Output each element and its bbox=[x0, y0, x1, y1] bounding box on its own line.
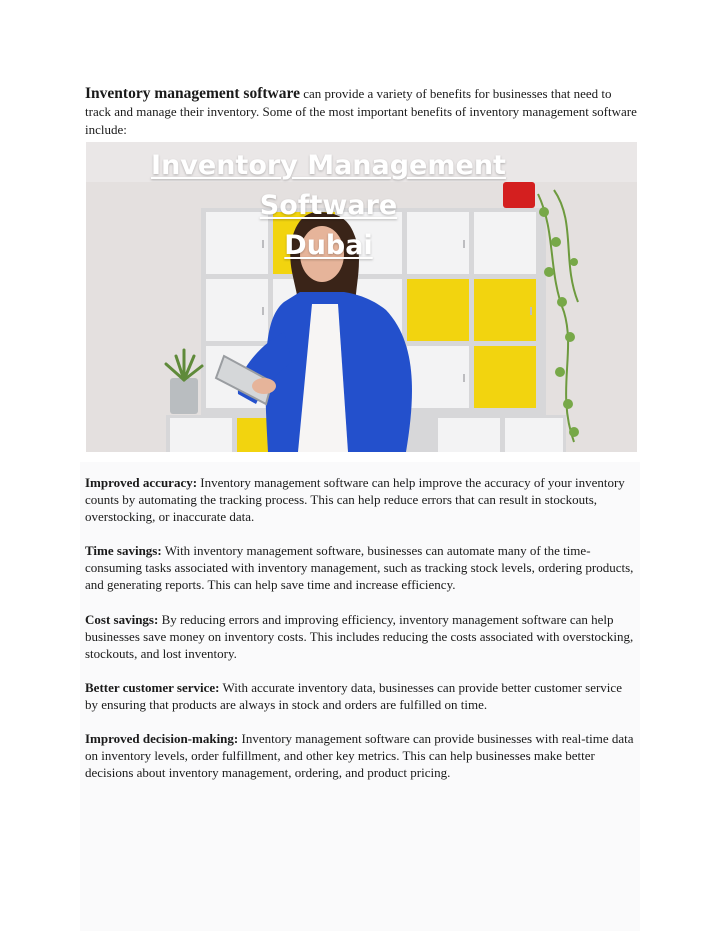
benefit-text: By reducing errors and improving efficiency, inventory management software can help businesses save money on inventory costs. This includes reducing the costs associated with overstocking, stockouts, and lost inventory. bbox=[85, 612, 634, 661]
intro-lead: Inventory management software bbox=[85, 85, 300, 102]
benefit-heading: Cost savings: bbox=[85, 612, 159, 627]
hero-title-line-2: Dubai bbox=[284, 230, 373, 261]
benefit-text: Inventory management software can provide businesses with real-time data on inventory levels, order fulfillment, and other key metrics. This can help businesses make better decisions about inventory management, ordering, and product pricing. bbox=[85, 731, 634, 780]
benefit-heading: Improved decision-making: bbox=[85, 731, 239, 746]
benefit-decision-making bbox=[85, 730, 637, 781]
benefit-text: With inventory management software, businesses can automate many of the time-consuming tasks associated with inventory management, such as tracking stock levels, ordering products, and generating reports. This can help save time and increase efficiency. bbox=[85, 543, 634, 592]
hero-title bbox=[86, 146, 571, 266]
benefit-improved-accuracy bbox=[85, 474, 637, 525]
benefit-text: With accurate inventory data, businesses can provide better customer service by ensuring that products are always in stock and orders are fulfilled on time. bbox=[85, 680, 622, 712]
benefit-cost-savings bbox=[85, 611, 637, 662]
hero-title-line-1: Inventory Management Software bbox=[151, 150, 506, 221]
benefit-customer-service bbox=[85, 679, 637, 713]
benefit-heading: Improved accuracy: bbox=[85, 475, 198, 490]
benefit-heading: Time savings: bbox=[85, 543, 162, 558]
hero-image bbox=[86, 142, 637, 452]
benefit-time-savings bbox=[85, 542, 637, 593]
benefit-text: Inventory management software can help improve the accuracy of your inventory counts by automating the tracking process. This can help reduce errors that can result in stockouts, overstocking, or inaccurate data. bbox=[85, 475, 625, 524]
benefit-heading: Better customer service: bbox=[85, 680, 220, 695]
intro-text: can provide a variety of benefits for businesses that need to track and manage their inventory. Some of the most important benefits of inventory management software include: bbox=[85, 86, 637, 137]
intro-paragraph bbox=[85, 85, 637, 139]
